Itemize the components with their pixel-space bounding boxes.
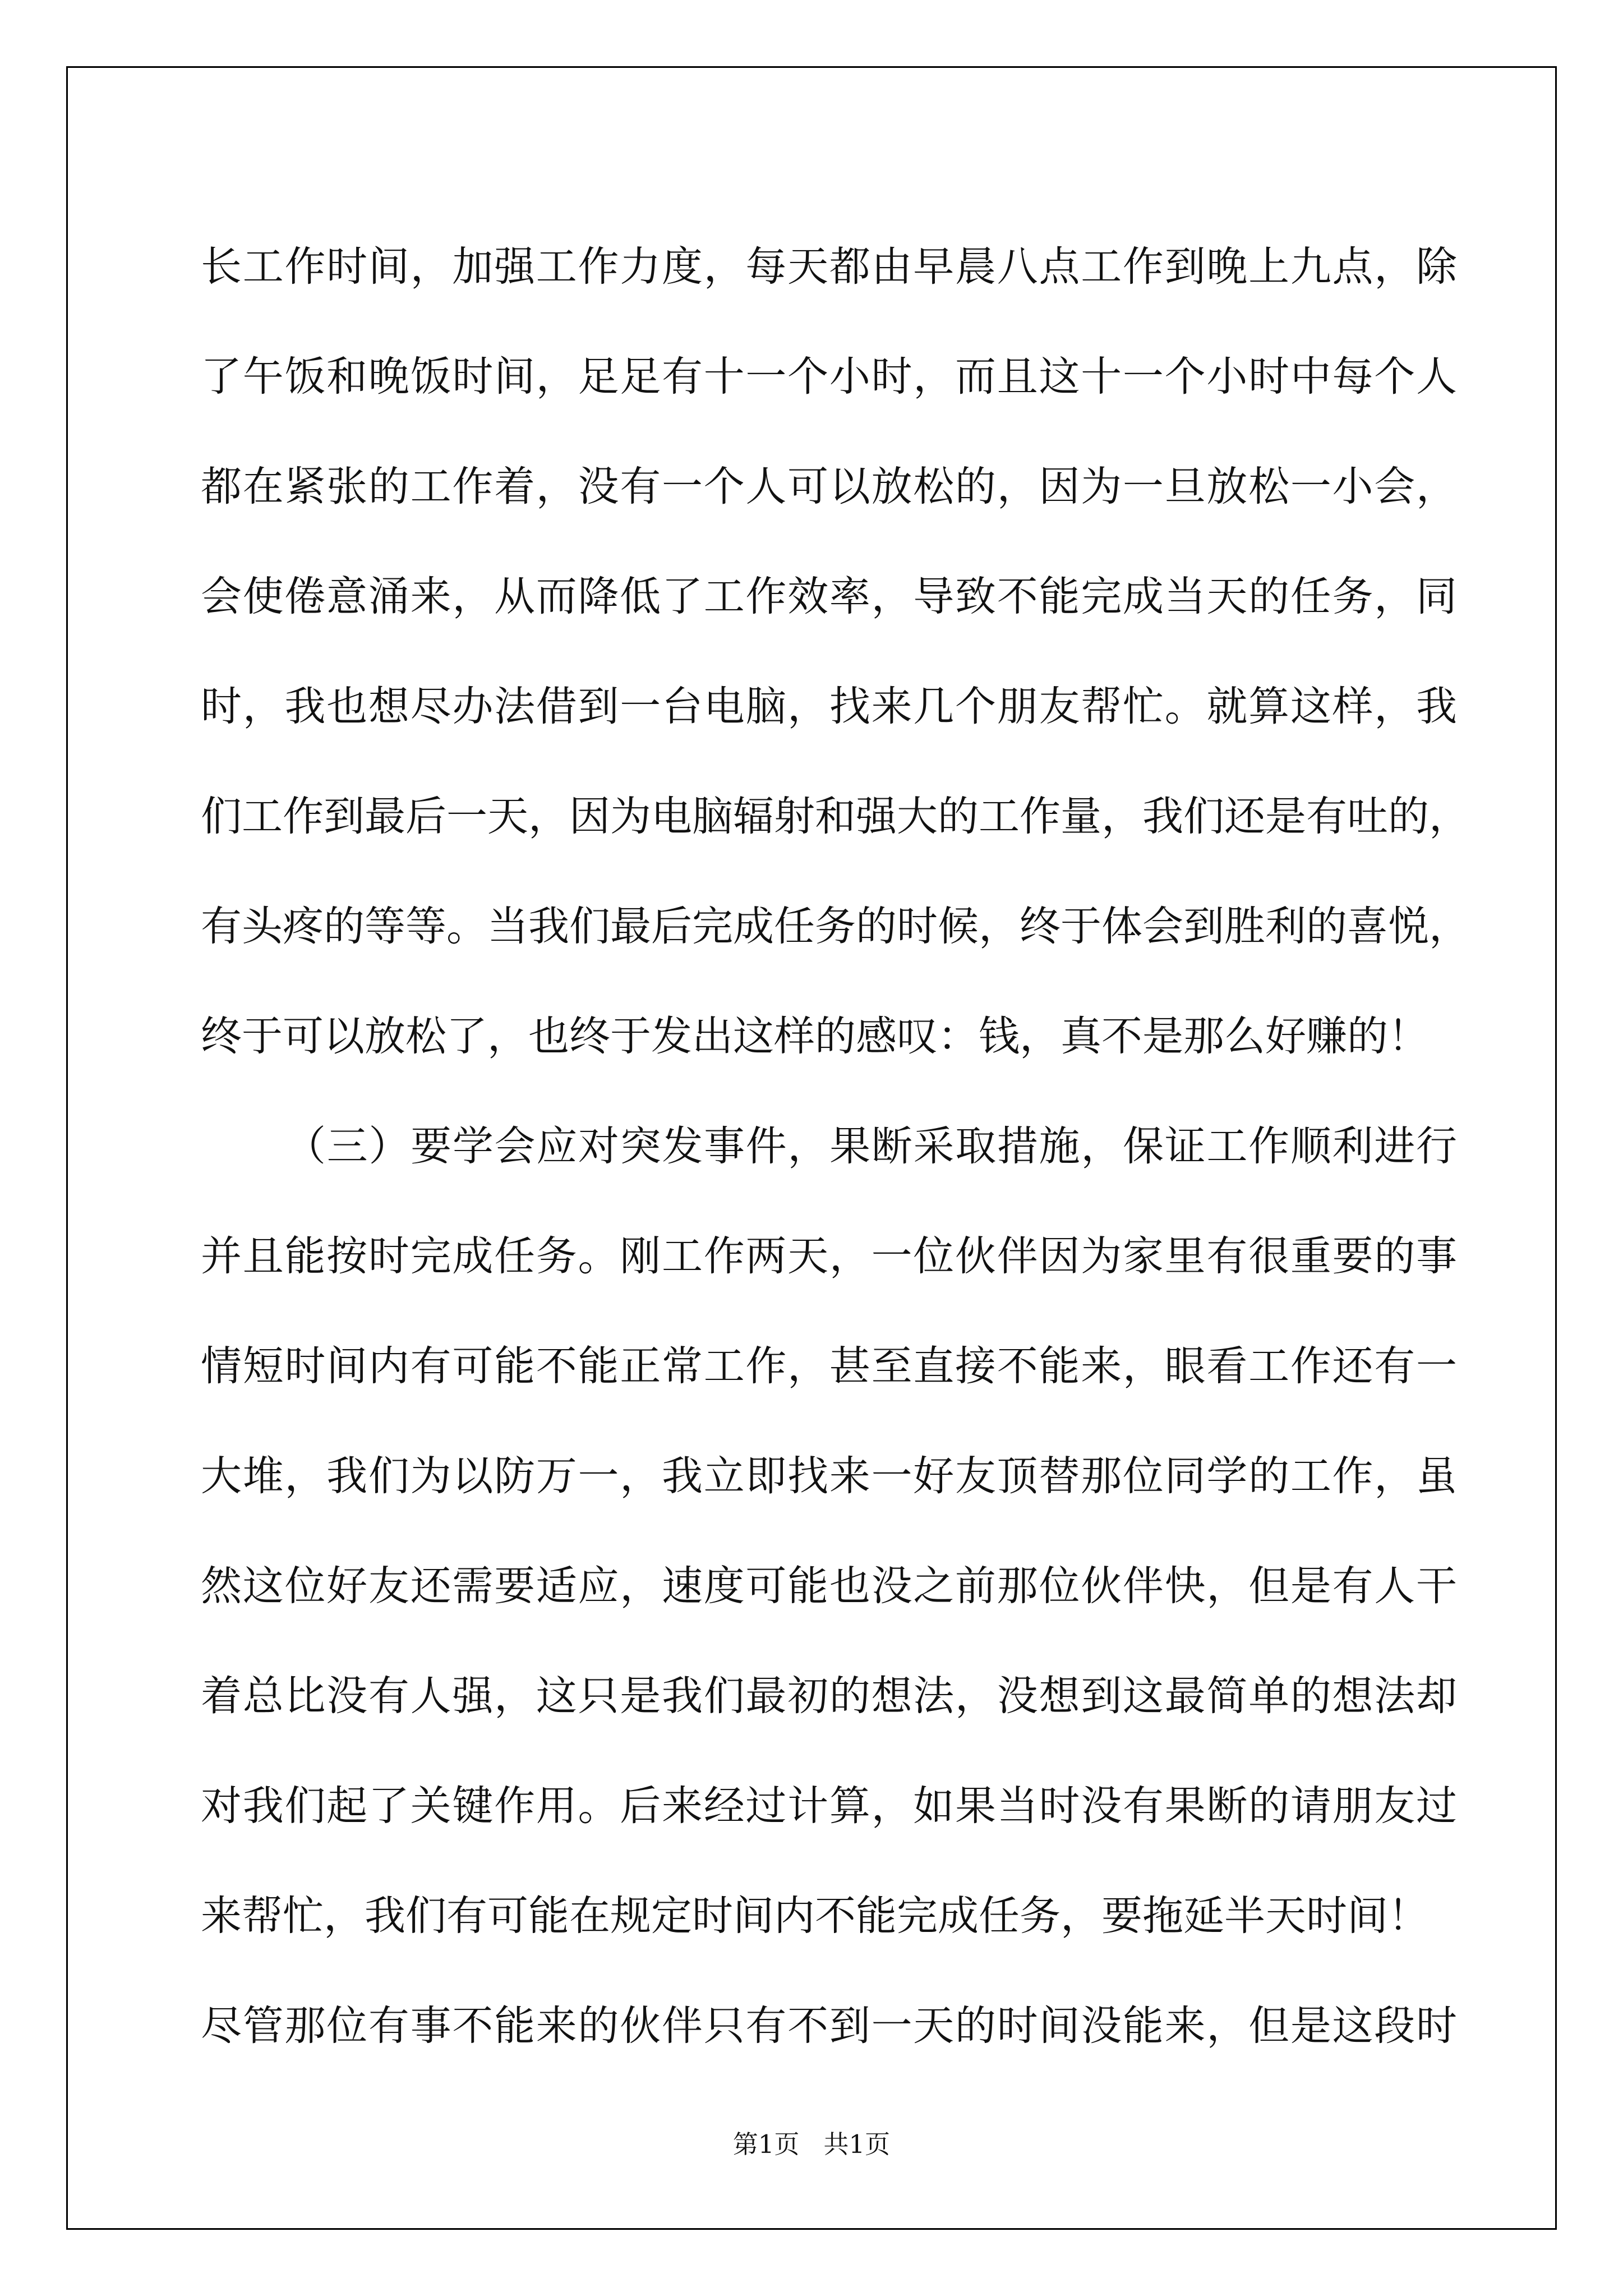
text-line: 来帮忙，我们有可能在规定时间内不能完成任务，要拖延半天时间！ [201, 1892, 1429, 1940]
text-line: 着总比没有人强，这只是我们最初的想法，没想到这最简单的想法却 [201, 1672, 1457, 1720]
text-line: 长工作时间，加强工作力度，每天都由早晨八点工作到晚上九点，除 [201, 243, 1457, 291]
text-line: 了午饭和晚饭时间，足足有十一个小时，而且这十一个小时中每个人 [201, 353, 1457, 401]
document-body [201, 212, 1470, 2081]
text-line: 们工作到最后一天，因为电脑辐射和强大的工作量，我们还是有吐的， [201, 793, 1470, 840]
text-line: 尽管那位有事不能来的伙伴只有不到一天的时间没能来，但是这段时 [201, 2002, 1457, 2050]
page-number-footer: 第1页 共1页 [732, 2129, 891, 2159]
text-line: 大堆，我们为以防万一，我立即找来一好友顶替那位同学的工作，虽 [201, 1452, 1457, 1500]
text-line: 然这位好友还需要适应，速度可能也没之前那位伙伴快，但是有人干 [201, 1562, 1457, 1610]
text-line: 对我们起了关键作用。后来经过计算，如果当时没有果断的请朋友过 [201, 1782, 1457, 1830]
text-line: 终于可以放松了，也终于发出这样的感叹：钱，真不是那么好赚的！ [201, 1013, 1429, 1060]
section-heading-line: （三）要学会应对突发事件，果断采取措施，保证工作顺利进行 [285, 1122, 1457, 1170]
text-line: 时，我也想尽办法借到一台电脑，找来几个朋友帮忙。就算这样，我 [201, 683, 1457, 730]
text-line: 都在紧张的工作着，没有一个人可以放松的，因为一旦放松一小会， [201, 463, 1457, 510]
text-line: 并且能按时完成任务。刚工作两天，一位伙伴因为家里有很重要的事 [201, 1232, 1457, 1280]
text-line: 会使倦意涌来，从而降低了工作效率，导致不能完成当天的任务，同 [201, 573, 1457, 620]
text-line: 有头疼的等等。当我们最后完成任务的时候，终于体会到胜利的喜悦， [201, 903, 1470, 950]
text-line: 情短时间内有可能不能正常工作，甚至直接不能来，眼看工作还有一 [201, 1342, 1457, 1390]
